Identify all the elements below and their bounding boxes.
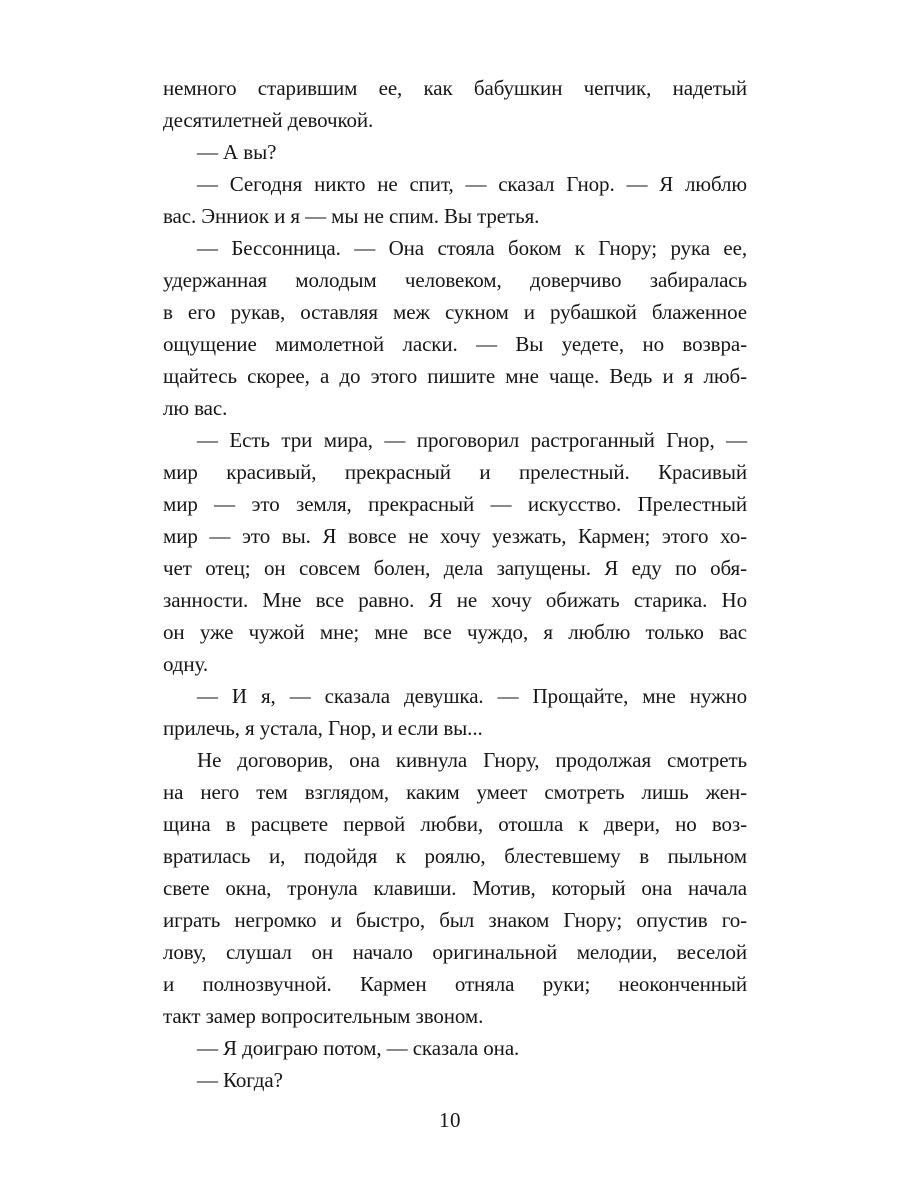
text-line: и полнозвучной. Кармен отняла руки; неоконченный (163, 972, 747, 996)
text-line: чет отец; он совсем болен, дела запущены. Я еду по обя- (163, 556, 747, 580)
text-line: одну. (163, 652, 208, 676)
text-line: Не договорив, она кивнула Гнору, продолжая смотреть (197, 748, 747, 772)
text-line: вас. Энниок и я — мы не спим. Вы третья. (163, 204, 540, 228)
text-line: вратилась и, подойдя к роялю, блестевшему в пыльном (163, 844, 747, 868)
text-line: прилечь, я устала, Гнор, и если вы... (163, 716, 483, 740)
text-line: — Бессонница. — Она стояла боком к Гнору; рука ее, (197, 236, 747, 260)
text-line: — Я доиграю потом, — сказала она. (197, 1036, 520, 1060)
text-line: мир красивый, прекрасный и прелестный. Красивый (163, 460, 747, 484)
text-line: занности. Мне все равно. Я не хочу обижать старика. Но (163, 588, 747, 612)
text-line: лю вас. (163, 396, 228, 420)
text-line: — Есть три мира, — проговорил растроганный Гнор, — (197, 428, 747, 452)
text-line: — Сегодня никто не спит, — сказал Гнор. — Я люблю (197, 172, 747, 196)
text-line: в его рукав, оставляя меж сукном и рубашкой блаженное (163, 300, 747, 324)
text-line: на него тем взглядом, каким умеет смотреть лишь жен- (163, 780, 747, 804)
text-block (163, 72, 747, 1096)
text-line: десятилетней девочкой. (163, 108, 374, 132)
text-line: ощущение мимолетной ласки. — Вы уедете, но возвра- (163, 332, 747, 356)
text-line: — И я, — сказала девушка. — Прощайте, мне нужно (197, 684, 747, 708)
text-line: щина в расцвете первой любви, отошла к двери, но воз- (163, 812, 747, 836)
text-line: — А вы? (197, 140, 277, 164)
text-line: играть негромко и быстро, был знаком Гнору; опустив го- (163, 908, 747, 932)
text-line: немного старившим ее, как бабушкин чепчик, надетый (163, 76, 747, 100)
page-number: 10 (439, 1108, 461, 1132)
text-line: мир — это земля, прекрасный — искусство. Прелестный (163, 492, 747, 516)
text-line: он уже чужой мне; мне все чуждо, я люблю только вас (163, 620, 747, 644)
text-line: мир — это вы. Я вовсе не хочу уезжать, Кармен; этого хо- (163, 524, 747, 548)
text-line: лову, слушал он начало оригинальной мелодии, веселой (163, 940, 747, 964)
text-line: такт замер вопросительным звоном. (163, 1004, 484, 1028)
text-line: — Когда? (197, 1068, 283, 1092)
text-line: щайтесь скорее, а до этого пишите мне чаще. Ведь и я люб- (163, 364, 747, 388)
text-line: удержанная молодым человеком, доверчиво забиралась (163, 268, 747, 292)
text-line: свете окна, тронула клавиши. Мотив, который она начала (163, 876, 747, 900)
